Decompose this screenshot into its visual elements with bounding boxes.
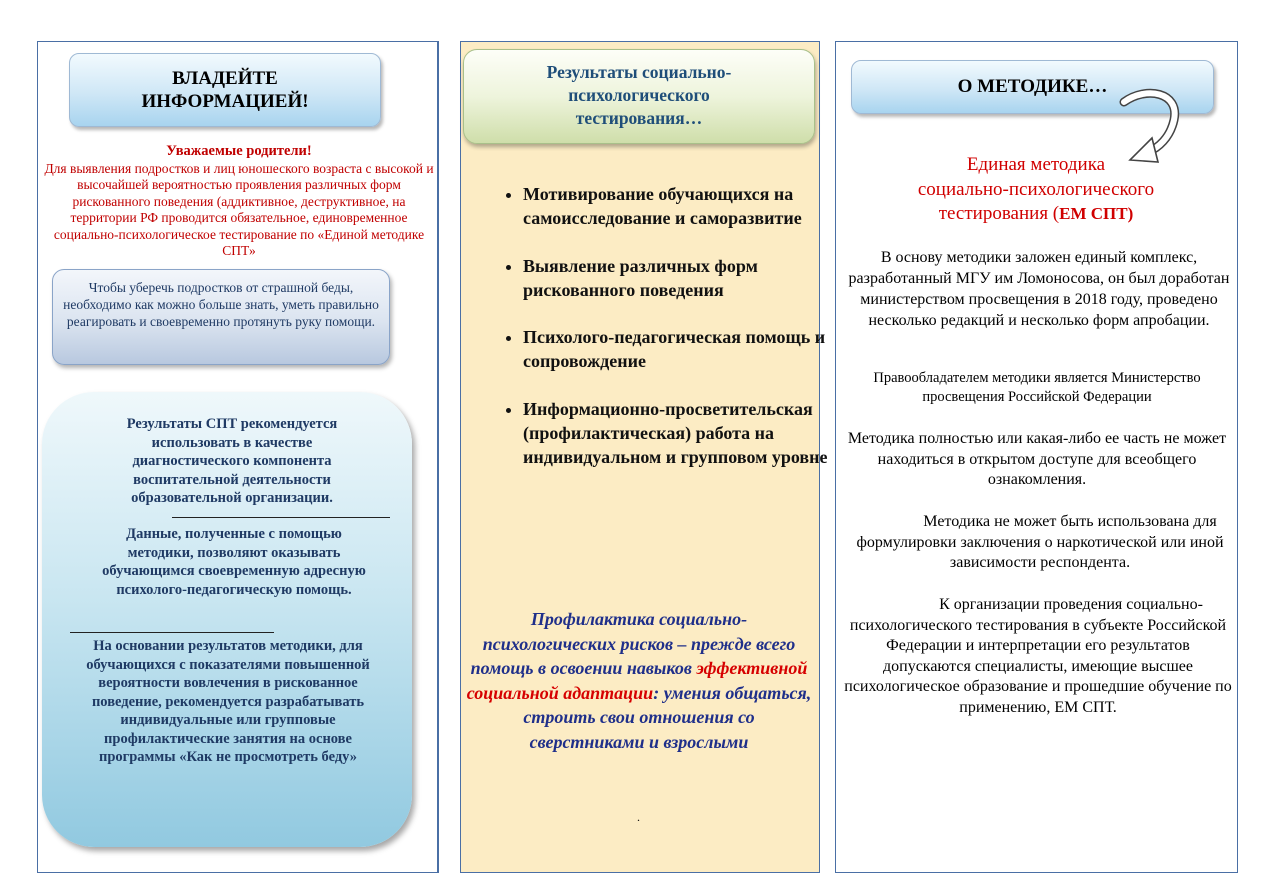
list-item: • Мотивирование обучающихся на самоисследование и саморазвитие <box>523 182 828 231</box>
panel-right <box>835 41 1238 873</box>
specialists-text: К организации проведения социально-психологического тестирования в субъекте Российской Федерации и интерпретации его результатов допускаются специалисты, имеющие высшее психологическое образование и прошедшие обучение по применению, ЕМ СПТ. <box>844 596 1232 716</box>
list-item: • Психолого-педагогическая помощь и сопровождение <box>523 325 828 374</box>
method-name-line-2: социально-психологического <box>917 178 1155 200</box>
title-text: О МЕТОДИКЕ… <box>957 76 1108 97</box>
list-item: • Выявление различных форм рискованного поведения <box>523 254 828 303</box>
title-line-1: ВЛАДЕЙТЕ <box>172 68 278 89</box>
title-line-2: ИНФОРМАЦИЕЙ! <box>141 91 309 112</box>
panel-left-title <box>69 53 381 127</box>
list-item: • Информационно-просветительская (профилактическая) работа на индивидуальном и групповом уровне <box>523 397 828 470</box>
method-name-line-1: Единая методика <box>966 154 1106 175</box>
panel-left <box>37 41 439 873</box>
method-origin-text: В основу методики заложен единый комплекс, разработанный МГУ им Ломоносова, он был доработан министерством просвещения в 2018 году, проведено несколько редакций и несколько форм апробации. <box>848 249 1230 329</box>
recommendations-box <box>42 392 412 847</box>
prevention-highlight: эффективной социальной адаптации <box>466 658 808 703</box>
parents-text: Для выявления подростков и лиц юношеского возраста с высокой и высочайшей вероятностью проявления различных форм рискованного поведения (аддиктивное, деструктивное, на территории РФ проводится обязательное, единовременное социально-психологическое тестирование по «Единой методике СПТ» <box>44 160 434 258</box>
results-list <box>499 182 828 493</box>
panel-middle-title <box>463 49 815 144</box>
copyright-holder-text: Правообладателем методики является Министерство просвещения Российской Федерации <box>873 370 1201 405</box>
recommendation-1: Результаты СПТ рекомендуется использовать в качестве диагностического компонента воспитательной деятельности образовательной организации. <box>126 416 338 506</box>
divider-2 <box>70 632 274 633</box>
parents-notice <box>44 143 434 260</box>
method-abbr: ЕМ СПТ) <box>1059 204 1134 223</box>
title-line-2: психологического <box>568 85 710 105</box>
footer-dot: . <box>637 810 640 824</box>
tip-box <box>52 269 390 365</box>
prevention-statement <box>465 607 813 754</box>
parents-heading: Уважаемые родители! <box>166 143 312 159</box>
title-line-1: Результаты социально- <box>546 62 732 82</box>
recommendation-3: На основании результатов методики, для обучающихся с показателями повышенной вероятности вовлечения в рискованное поведение, рекомендуется разрабатывать индивидуальные или групповые профилактические занятия на основе программы «Как не просмотреть беду» <box>86 638 370 765</box>
divider-1 <box>172 517 390 518</box>
method-name-line-3: тестирования ( <box>938 203 1060 224</box>
prevention-text-1: Профилактика социально-психологических рисков – прежде всего помощь в освоении навыков <box>470 609 796 678</box>
method-name <box>851 153 1221 227</box>
usage-restriction-text: Методика не может быть использована для формулировки заключения о наркотической или иной зависимости респондента. <box>856 513 1224 571</box>
recommendation-2: Данные, полученные с помощью методики, позволяют оказывать обучающимся своевременную адресную психолого-педагогическую помощь. <box>102 526 366 598</box>
access-restriction-text: Методика полностью или какая-либо ее часть не может находиться в открытом доступе для всеобщего ознакомления. <box>847 430 1227 488</box>
tip-text: Чтобы уберечь подростков от страшной беды, необходимо как можно больше знать, уметь правильно реагировать и своевременно протянуть руку помощи. <box>63 280 379 329</box>
panel-middle <box>460 41 828 873</box>
title-line-3: тестирования… <box>575 108 703 128</box>
prevention-text-2: : умения общаться, строить свои отношения со сверстниками и взрослыми <box>523 682 812 752</box>
